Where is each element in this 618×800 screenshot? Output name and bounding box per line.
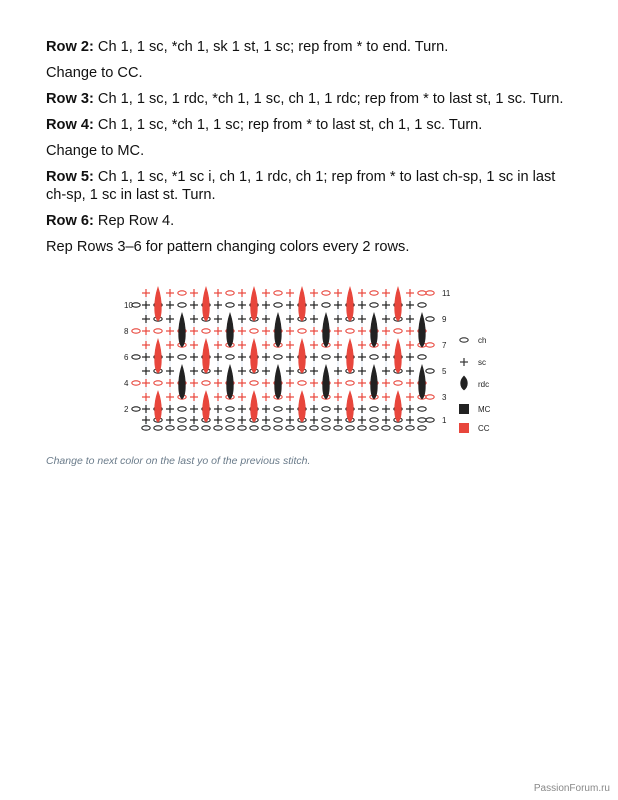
chart-caption: Change to next color on the last yo of the previous stitch. <box>46 455 311 467</box>
sc-stitch <box>166 289 174 297</box>
sc-stitch <box>190 367 198 375</box>
sc-stitch <box>142 393 150 401</box>
sc-stitch <box>286 405 294 413</box>
sc-stitch <box>142 327 150 335</box>
sc-stitch <box>334 327 342 335</box>
sc-stitch <box>406 416 414 424</box>
sc-stitch <box>190 405 198 413</box>
rdc-stitch <box>323 313 330 347</box>
rdc-stitch <box>275 365 282 399</box>
rdc-stitch <box>179 313 186 347</box>
rdc-stitch <box>371 313 378 347</box>
sc-stitch <box>166 301 174 309</box>
ch-stitch <box>202 381 210 385</box>
ch-stitch <box>202 426 210 430</box>
sc-stitch <box>190 315 198 323</box>
sc-stitch <box>310 289 318 297</box>
ch-stitch <box>418 407 426 411</box>
sc-stitch <box>262 341 270 349</box>
instruction-row-5: Row 5: Ch 1, 1 sc, *1 sc i, ch 1, 1 rdc, ch 1; rep from * to last ch-sp, 1 sc in last ch-sp, 1 sc in last st. Turn. <box>46 169 556 203</box>
sc-stitch <box>214 367 222 375</box>
crochet-chart <box>118 283 508 443</box>
sc-stitch <box>406 393 414 401</box>
rdc-stitch <box>251 339 258 373</box>
sc-stitch <box>310 379 318 387</box>
sc-stitch <box>214 405 222 413</box>
ch-stitch <box>226 355 234 359</box>
sc-stitch <box>310 327 318 335</box>
sc-stitch <box>310 367 318 375</box>
ch-stitch <box>394 426 402 430</box>
row-number-right: 11 <box>442 289 451 298</box>
sc-stitch <box>286 341 294 349</box>
sc-stitch <box>310 416 318 424</box>
rdc-stitch <box>227 365 234 399</box>
sc-stitch <box>358 341 366 349</box>
sc-stitch <box>142 341 150 349</box>
sc-stitch <box>214 315 222 323</box>
rdc-stitch <box>299 339 306 373</box>
sc-stitch <box>382 405 390 413</box>
rdc-stitch <box>275 313 282 347</box>
ch-stitch <box>132 303 140 307</box>
chart-legend <box>459 336 491 433</box>
sc-stitch <box>334 405 342 413</box>
sc-stitch <box>262 393 270 401</box>
sc-stitch <box>238 379 246 387</box>
ch-stitch <box>274 355 282 359</box>
sc-stitch <box>190 289 198 297</box>
row-number-right: 7 <box>442 341 447 350</box>
ch-stitch <box>418 303 426 307</box>
ch-stitch <box>346 381 354 385</box>
sc-stitch <box>334 301 342 309</box>
sc-stitch <box>382 315 390 323</box>
ch-stitch <box>250 426 258 430</box>
sc-stitch <box>334 353 342 361</box>
ch-stitch <box>274 418 282 422</box>
ch-stitch <box>132 381 140 385</box>
sc-stitch <box>382 379 390 387</box>
chart-body <box>132 287 434 430</box>
ch-stitch <box>154 381 162 385</box>
sc-stitch <box>406 301 414 309</box>
ch-stitch <box>298 381 306 385</box>
sc-stitch <box>190 416 198 424</box>
rdc-stitch <box>179 365 186 399</box>
ch-stitch <box>250 329 258 333</box>
rdc-stitch <box>395 339 402 373</box>
row-number-left: 2 <box>124 405 129 414</box>
sc-stitch <box>406 315 414 323</box>
sc-stitch <box>286 327 294 335</box>
sc-stitch <box>262 416 270 424</box>
rdc-stitch <box>203 391 210 422</box>
sc-stitch <box>238 405 246 413</box>
ch-stitch <box>346 329 354 333</box>
ch-stitch <box>322 426 330 430</box>
ch-stitch <box>346 426 354 430</box>
sc-stitch <box>382 367 390 375</box>
ch-stitch <box>250 381 258 385</box>
ch-stitch <box>394 381 402 385</box>
sc-stitch <box>238 289 246 297</box>
sc-stitch <box>382 301 390 309</box>
sc-stitch <box>358 405 366 413</box>
rdc-stitch <box>419 313 426 347</box>
legend-item <box>460 358 486 367</box>
sc-stitch <box>358 353 366 361</box>
sc-stitch <box>406 289 414 297</box>
ch-stitch <box>322 418 330 422</box>
sc-stitch <box>166 405 174 413</box>
sc-stitch <box>262 327 270 335</box>
sc-stitch <box>142 315 150 323</box>
ch-stitch <box>226 303 234 307</box>
row-number-left: 6 <box>124 353 129 362</box>
ch-stitch <box>298 329 306 333</box>
row-number-right: 3 <box>442 393 447 402</box>
sc-stitch <box>406 327 414 335</box>
sc-stitch <box>142 416 150 424</box>
sc-stitch <box>382 289 390 297</box>
sc-stitch <box>166 393 174 401</box>
ch-stitch <box>154 329 162 333</box>
legend-item <box>461 376 490 390</box>
ch-stitch <box>426 343 434 347</box>
sc-stitch <box>310 341 318 349</box>
sc-stitch <box>358 416 366 424</box>
sc-stitch <box>358 379 366 387</box>
legend-item <box>459 423 490 433</box>
sc-stitch <box>142 379 150 387</box>
legend-label: sc <box>478 358 486 367</box>
row-number-left: 4 <box>124 379 129 388</box>
legend-label: MC <box>478 405 491 414</box>
sc-stitch <box>334 367 342 375</box>
sc-stitch <box>334 341 342 349</box>
ch-stitch <box>178 303 186 307</box>
row-number-right: 9 <box>442 315 447 324</box>
sc-stitch <box>262 405 270 413</box>
instruction-change-mc: Change to MC. <box>46 143 145 159</box>
sc-stitch <box>382 353 390 361</box>
ch-stitch <box>298 426 306 430</box>
sc-stitch <box>310 393 318 401</box>
row-number-right: 5 <box>442 367 447 376</box>
legend-item <box>460 336 487 345</box>
sc-stitch <box>214 289 222 297</box>
rdc-stitch <box>227 313 234 347</box>
sc-stitch <box>358 367 366 375</box>
sc-stitch <box>262 301 270 309</box>
sc-stitch <box>334 379 342 387</box>
sc-stitch <box>334 393 342 401</box>
ch-stitch <box>370 291 378 295</box>
ch-stitch <box>322 407 330 411</box>
row-number-right: 1 <box>442 416 447 425</box>
ch-stitch <box>132 407 140 411</box>
rdc-stitch <box>371 365 378 399</box>
sc-stitch <box>142 353 150 361</box>
rdc-stitch <box>461 376 468 390</box>
sc-stitch <box>190 353 198 361</box>
sc-stitch <box>286 315 294 323</box>
sc-stitch <box>286 367 294 375</box>
cc-swatch <box>459 423 469 433</box>
rdc-stitch <box>347 391 354 422</box>
ch-stitch <box>322 291 330 295</box>
ch-stitch <box>370 426 378 430</box>
sc-stitch <box>166 416 174 424</box>
sc-stitch <box>166 341 174 349</box>
sc-stitch <box>262 315 270 323</box>
sc-stitch <box>214 416 222 424</box>
ch-stitch <box>226 291 234 295</box>
ch-stitch <box>178 418 186 422</box>
ch-stitch <box>226 426 234 430</box>
sc-stitch <box>142 301 150 309</box>
mc-swatch <box>459 404 469 414</box>
ch-stitch <box>226 407 234 411</box>
sc-stitch <box>334 315 342 323</box>
ch-stitch <box>132 329 140 333</box>
sc-stitch <box>238 315 246 323</box>
sc-stitch <box>262 367 270 375</box>
sc-stitch <box>334 289 342 297</box>
sc-stitch <box>214 393 222 401</box>
sc-stitch <box>406 405 414 413</box>
rdc-stitch <box>203 339 210 373</box>
sc-stitch <box>310 315 318 323</box>
legend-item <box>459 404 491 414</box>
sc-stitch <box>262 289 270 297</box>
ch-stitch <box>370 355 378 359</box>
sc-stitch <box>214 301 222 309</box>
sc-stitch <box>286 289 294 297</box>
sc-stitch <box>406 367 414 375</box>
sc-stitch <box>214 327 222 335</box>
sc-stitch <box>166 353 174 361</box>
sc-stitch <box>238 301 246 309</box>
sc-stitch <box>310 301 318 309</box>
sc-stitch <box>214 353 222 361</box>
sc-stitch <box>286 301 294 309</box>
ch-stitch <box>274 291 282 295</box>
sc-stitch <box>358 327 366 335</box>
ch-stitch <box>178 355 186 359</box>
sc-stitch <box>358 301 366 309</box>
sc-stitch <box>358 289 366 297</box>
sc-stitch <box>142 405 150 413</box>
sc-stitch <box>214 341 222 349</box>
rdc-stitch <box>395 287 402 321</box>
rdc-stitch <box>395 391 402 422</box>
ch-stitch <box>460 338 468 342</box>
sc-stitch <box>406 353 414 361</box>
instruction-change-cc: Change to CC. <box>46 65 143 81</box>
sc-stitch <box>286 353 294 361</box>
sc-stitch <box>286 416 294 424</box>
instruction-row-4: Row 4: Ch 1, 1 sc, *ch 1, 1 sc; rep from * to last st, ch 1, 1 sc. Turn. <box>46 117 483 133</box>
ch-stitch <box>274 426 282 430</box>
ch-stitch <box>426 395 434 399</box>
sc-stitch <box>190 379 198 387</box>
ch-stitch <box>132 355 140 359</box>
rdc-stitch <box>347 287 354 321</box>
sc-stitch <box>382 327 390 335</box>
sc-stitch <box>238 341 246 349</box>
sc-stitch <box>190 393 198 401</box>
sc-stitch <box>166 379 174 387</box>
rdc-stitch <box>155 287 162 321</box>
sc-stitch <box>238 367 246 375</box>
legend-label: rdc <box>478 380 490 389</box>
sc-stitch <box>358 393 366 401</box>
ch-stitch <box>418 291 426 295</box>
rdc-stitch <box>347 339 354 373</box>
crochet-chart-svg <box>118 283 508 443</box>
sc-stitch <box>382 341 390 349</box>
sc-stitch <box>166 367 174 375</box>
instructions-block <box>46 38 576 264</box>
ch-stitch <box>370 418 378 422</box>
ch-stitch <box>426 418 434 422</box>
legend-label: CC <box>478 424 490 433</box>
ch-stitch <box>154 426 162 430</box>
sc-stitch <box>382 416 390 424</box>
row-number-left: 10 <box>124 301 133 310</box>
rdc-stitch <box>251 391 258 422</box>
sc-stitch <box>166 327 174 335</box>
sc-stitch <box>214 379 222 387</box>
sc-stitch <box>142 289 150 297</box>
sc-stitch <box>190 301 198 309</box>
rdc-stitch <box>155 339 162 373</box>
sc-stitch <box>460 358 468 366</box>
ch-stitch <box>202 329 210 333</box>
instruction-repeat: Rep Rows 3–6 for pattern changing colors every 2 rows. <box>46 239 410 255</box>
ch-stitch <box>178 291 186 295</box>
sc-stitch <box>406 341 414 349</box>
instruction-row-3: Row 3: Ch 1, 1 sc, 1 rdc, *ch 1, 1 sc, ch 1, 1 rdc; rep from * to last st, 1 sc. Turn. <box>46 91 564 107</box>
sc-stitch <box>190 327 198 335</box>
rdc-stitch <box>323 365 330 399</box>
rdc-stitch <box>299 391 306 422</box>
ch-stitch <box>418 355 426 359</box>
ch-stitch <box>394 329 402 333</box>
legend-label: ch <box>478 336 487 345</box>
rdc-stitch <box>155 391 162 422</box>
ch-stitch <box>426 291 434 295</box>
sc-stitch <box>406 379 414 387</box>
sc-stitch <box>238 416 246 424</box>
sc-stitch <box>238 393 246 401</box>
sc-stitch <box>142 367 150 375</box>
rdc-stitch <box>251 287 258 321</box>
sc-stitch <box>310 405 318 413</box>
ch-stitch <box>426 317 434 321</box>
rdc-stitch <box>419 365 426 399</box>
watermark: PassionForum.ru <box>533 783 610 794</box>
sc-stitch <box>238 353 246 361</box>
ch-stitch <box>178 426 186 430</box>
instruction-row-6: Row 6: Rep Row 4. <box>46 213 175 229</box>
sc-stitch <box>310 353 318 361</box>
rdc-stitch <box>203 287 210 321</box>
sc-stitch <box>382 393 390 401</box>
sc-stitch <box>286 393 294 401</box>
sc-stitch <box>334 416 342 424</box>
sc-stitch <box>238 327 246 335</box>
sc-stitch <box>262 379 270 387</box>
ch-stitch <box>322 303 330 307</box>
ch-stitch <box>370 407 378 411</box>
ch-stitch <box>274 303 282 307</box>
ch-stitch <box>226 418 234 422</box>
sc-stitch <box>190 341 198 349</box>
ch-stitch <box>178 407 186 411</box>
ch-stitch <box>418 418 426 422</box>
row-number-left: 8 <box>124 327 129 336</box>
ch-stitch <box>426 369 434 373</box>
ch-stitch <box>322 355 330 359</box>
sc-stitch <box>286 379 294 387</box>
ch-stitch <box>274 407 282 411</box>
rdc-stitch <box>299 287 306 321</box>
instruction-row-2: Row 2: Ch 1, 1 sc, *ch 1, sk 1 st, 1 sc; rep from * to end. Turn. <box>46 39 449 55</box>
sc-stitch <box>262 353 270 361</box>
sc-stitch <box>358 315 366 323</box>
ch-stitch <box>418 426 426 430</box>
ch-stitch <box>370 303 378 307</box>
sc-stitch <box>166 315 174 323</box>
